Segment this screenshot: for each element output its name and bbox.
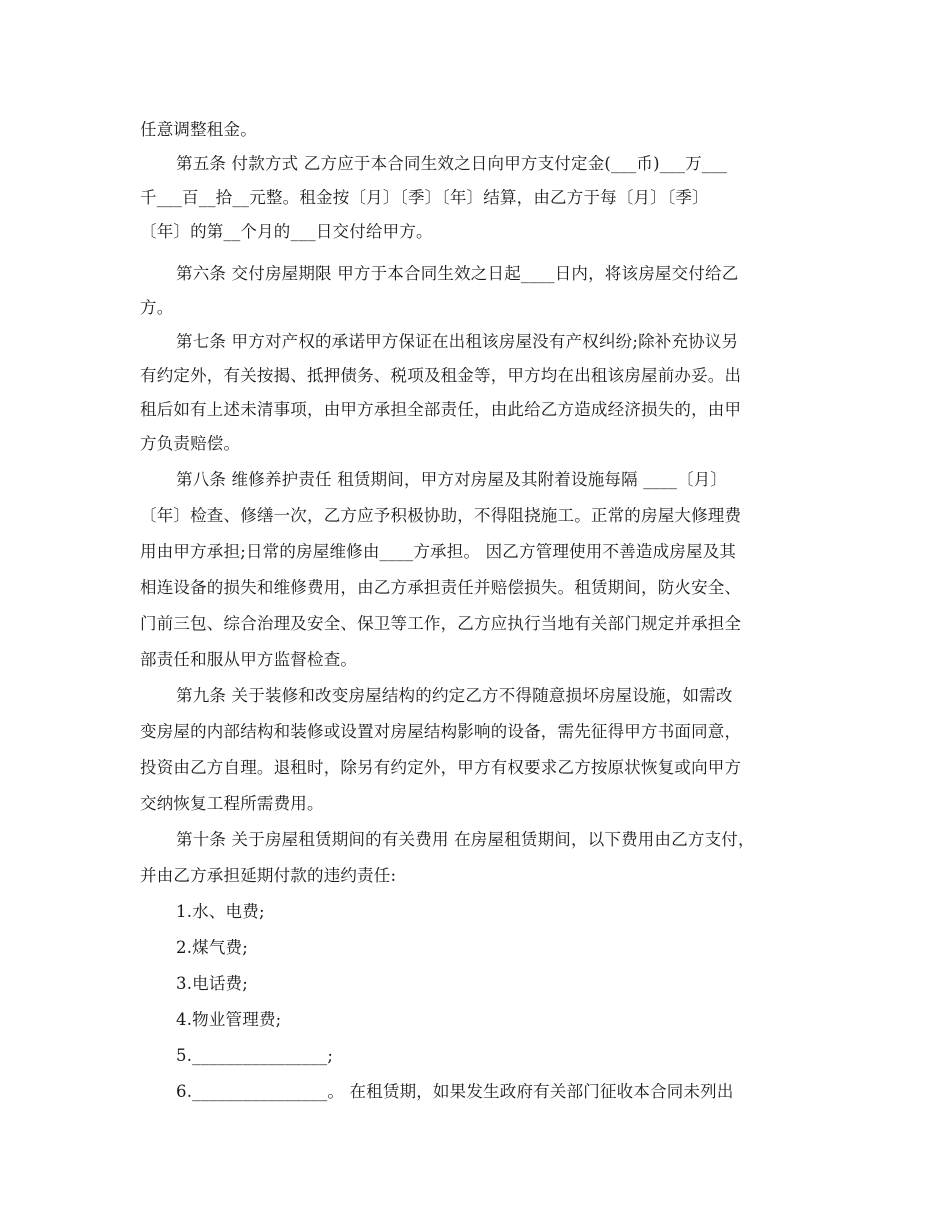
list-item: 5.________________; [176,1046,334,1065]
text-line: 第五条 付款方式 乙方应于本合同生效之日向甲方支付定金(___币)___万___ [176,154,728,173]
text-line: 有约定外，有关按揭、抵押债务、税项及租金等，甲方均在出租该房屋前办妥。出 [140,366,742,385]
text-line: 千___百__拾__元整。租金按〔月〕〔季〕〔年〕结算，由乙方于每〔月〕〔季〕 [140,188,709,207]
text-line: 方。 [140,298,174,317]
text-line: 交纳恢复工程所需费用。 [140,794,324,813]
text-line: 门前三包、综合治理及安全、保卫等工作，乙方应执行当地有关部门规定并承担全 [140,614,742,633]
list-item: 2.煤气费; [176,938,249,957]
text-line: 第七条 甲方对产权的承诺甲方保证在出租该房屋没有产权纠纷;除补充协议另 [176,332,739,351]
text-line: 部责任和服从甲方监督检查。 [140,650,358,669]
text-line: 方负责赔偿。 [140,434,241,453]
text-line: 〔年〕检查、修缮一次，乙方应予积极协助，不得阻挠施工。正常的房屋大修理费 [140,506,742,525]
list-item: 3.电话费; [176,974,249,993]
text-line: 租后如有上述未清事项，由甲方承担全部责任，由此给乙方造成经济损失的，由甲 [140,400,742,419]
text-line: 第八条 维修养护责任 租赁期间，甲方对房屋及其附着设施每隔 ____〔月〕 [176,470,728,489]
list-item: 6.________________。 在租赁期，如果发生政府有关部门征收本合同未列出 [176,1082,734,1101]
text-line: 相连设备的损失和维修费用，由乙方承担责任并赔偿损失。租赁期间，防火安全、 [140,578,742,597]
list-item: 1.水、电费; [176,902,265,921]
text-line: 投资由乙方自理。退租时，除另有约定外，甲方有权要求乙方按原状恢复或向甲方 [140,758,742,777]
text-line: 并由乙方承担延期付款的违约责任: [140,866,397,885]
text-line: 第六条 交付房屋期限 甲方于本合同生效之日起____日内，将该房屋交付给乙 [176,264,739,283]
text-line: 用由甲方承担;日常的房屋维修由____方承担。 因乙方管理使用不善造成房屋及其 [140,542,737,561]
text-line: 〔年〕的第__个月的___日交付给甲方。 [140,222,433,241]
text-line: 任意调整租金。 [140,120,257,139]
text-line: 第十条 关于房屋租赁期间的有关费用 在房屋租赁期间，以下费用由乙方支付， [176,830,755,849]
text-line: 第九条 关于装修和改变房屋结构的约定乙方不得随意损坏房屋设施，如需改 [176,686,733,705]
list-item: 4.物业管理费; [176,1010,282,1029]
text-line: 变房屋的内部结构和装修或设置对房屋结构影响的设备，需先征得甲方书面同意， [140,722,742,741]
